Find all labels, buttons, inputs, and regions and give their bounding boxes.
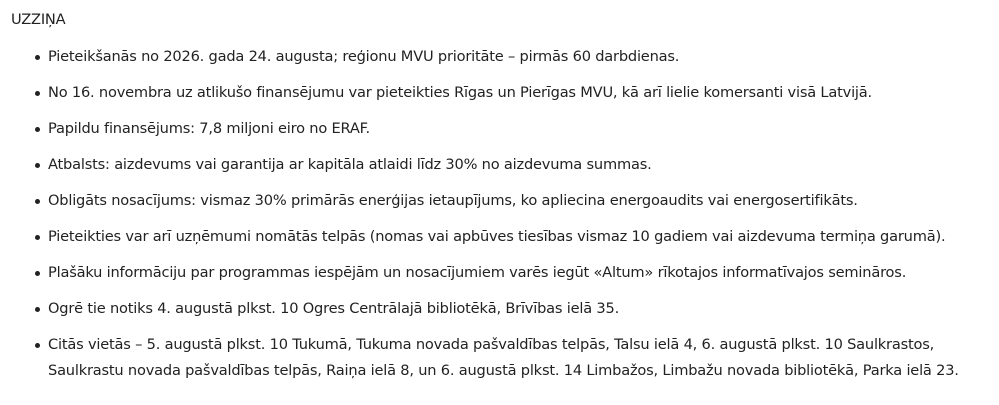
list-item-text: Plašāku informāciju par programmas iespējām un nosacījumiem varēs iegūt «Altum» rīkotajos informatīvajos semināros. bbox=[48, 264, 907, 281]
bullet-icon bbox=[35, 235, 40, 240]
list-item-text: Pieteikšanās no 2026. gada 24. augusta; reģionu MVU prioritāte – pirmās 60 darbdienas. bbox=[48, 48, 680, 65]
section-heading: UZZIŅA bbox=[11, 11, 66, 28]
bullet-icon bbox=[35, 127, 40, 132]
list-item bbox=[48, 224, 999, 250]
list-item bbox=[48, 80, 999, 106]
list-item bbox=[48, 152, 999, 178]
list-item bbox=[48, 44, 999, 70]
bullet-icon bbox=[35, 307, 40, 312]
list-item bbox=[48, 188, 999, 214]
bullet-list bbox=[11, 44, 999, 384]
bullet-icon bbox=[35, 343, 40, 348]
list-item-text: Papildu finansējums: 7,8 miljoni eiro no ERAF. bbox=[48, 120, 370, 137]
bullet-icon bbox=[35, 55, 40, 60]
list-item-text: Pieteikties var arī uzņēmumi nomātās telpās (nomas vai apbūves tiesības vismaz 10 gadiem vai aizdevuma termiņa garumā). bbox=[48, 228, 946, 245]
list-item-text: No 16. novembra uz atlikušo finansējumu var pieteikties Rīgas un Pierīgas MVU, kā arī lielie komersanti visā Latvijā. bbox=[48, 84, 872, 101]
list-item-text: Ogrē tie notiks 4. augustā plkst. 10 Ogres Centrālajā bibliotēkā, Brīvības ielā 35. bbox=[48, 300, 620, 317]
bullet-icon bbox=[35, 163, 40, 168]
list-item bbox=[48, 116, 999, 142]
list-item-text: Obligāts nosacījums: vismaz 30% primārās enerģijas ietaupījums, ko apliecina energoaudits vai energosertifikāts. bbox=[48, 192, 858, 209]
bullet-icon bbox=[35, 91, 40, 96]
list-item bbox=[48, 332, 999, 384]
bullet-icon bbox=[35, 271, 40, 276]
bullet-icon bbox=[35, 199, 40, 204]
list-item-text: Citās vietās – 5. augustā plkst. 10 Tukumā, Tukuma novada pašvaldības telpās, Talsu ielā 4, 6. augustā plkst. 10 Saulkrastos, Saulkrastu novada pašvaldības telpās, Raiņa ielā 8, un 6. augustā plkst. 14 Limbažos, Limbažu novada bibliotēkā, Parka ielā 23. bbox=[48, 336, 959, 379]
list-item bbox=[48, 260, 999, 286]
list-item bbox=[48, 296, 999, 322]
list-item-text: Atbalsts: aizdevums vai garantija ar kapitāla atlaidi līdz 30% no aizdevuma summas. bbox=[48, 156, 652, 173]
